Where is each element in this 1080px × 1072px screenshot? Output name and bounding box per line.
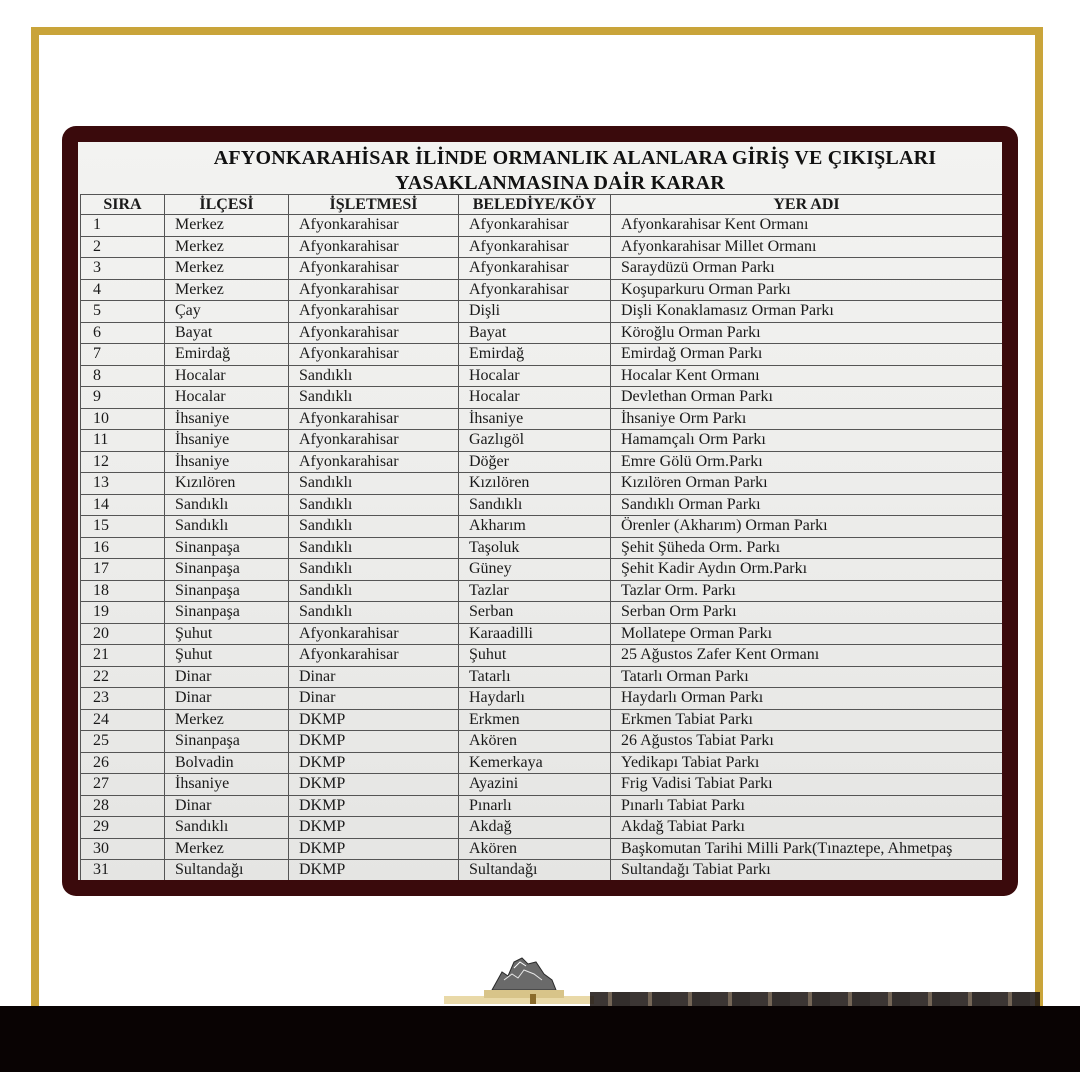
table-row <box>81 645 1003 667</box>
cell-isletmesi: Afyonkarahisar <box>289 236 459 258</box>
cell-yer-adi: Haydarlı Orman Parkı <box>611 688 1003 710</box>
cell-isletmesi: Sandıklı <box>289 559 459 581</box>
cell-yer-adi: Tatarlı Orman Parkı <box>611 666 1003 688</box>
cell-isletmesi: DKMP <box>289 838 459 860</box>
header-sira: SIRA <box>81 195 165 215</box>
cell-belediye-koy: Akharım <box>459 516 611 538</box>
cell-sira: 31 <box>81 860 165 881</box>
table-row <box>81 279 1003 301</box>
cell-sira: 4 <box>81 279 165 301</box>
cell-sira: 3 <box>81 258 165 280</box>
table-row <box>81 473 1003 495</box>
cell-belediye-koy: Taşoluk <box>459 537 611 559</box>
cell-sira: 19 <box>81 602 165 624</box>
cell-belediye-koy: Hocalar <box>459 387 611 409</box>
table-row <box>81 795 1003 817</box>
bottom-black-strip <box>0 1006 1080 1072</box>
cell-sira: 26 <box>81 752 165 774</box>
cell-ilcesi: Şuhut <box>165 645 289 667</box>
cell-isletmesi: Afyonkarahisar <box>289 322 459 344</box>
cell-yer-adi: Emre Gölü Orm.Parkı <box>611 451 1003 473</box>
cell-sira: 25 <box>81 731 165 753</box>
cell-belediye-koy: Karaadilli <box>459 623 611 645</box>
cell-ilcesi: Hocalar <box>165 387 289 409</box>
cell-belediye-koy: Ayazini <box>459 774 611 796</box>
table-row <box>81 322 1003 344</box>
cell-sira: 10 <box>81 408 165 430</box>
cell-sira: 21 <box>81 645 165 667</box>
cell-ilcesi: Sinanpaşa <box>165 731 289 753</box>
table-row <box>81 731 1003 753</box>
cell-belediye-koy: Akören <box>459 838 611 860</box>
document-paper <box>78 142 1002 880</box>
cell-sira: 20 <box>81 623 165 645</box>
cell-isletmesi: Afyonkarahisar <box>289 279 459 301</box>
cell-ilcesi: Bolvadin <box>165 752 289 774</box>
header-ilcesi: İLÇESİ <box>165 195 289 215</box>
cell-yer-adi: Saraydüzü Orman Parkı <box>611 258 1003 280</box>
cell-belediye-koy: Döğer <box>459 451 611 473</box>
cell-ilcesi: Hocalar <box>165 365 289 387</box>
cell-isletmesi: DKMP <box>289 817 459 839</box>
cell-isletmesi: Afyonkarahisar <box>289 623 459 645</box>
document-title-line-2: YASAKLANMASINA DAİR KARAR <box>395 172 725 194</box>
cell-ilcesi: Sinanpaşa <box>165 580 289 602</box>
table-row <box>81 387 1003 409</box>
table-row <box>81 623 1003 645</box>
cell-yer-adi: Frig Vadisi Tabiat Parkı <box>611 774 1003 796</box>
cell-ilcesi: İhsaniye <box>165 451 289 473</box>
document-title <box>78 142 1002 196</box>
cell-isletmesi: DKMP <box>289 752 459 774</box>
table-row <box>81 602 1003 624</box>
cell-ilcesi: İhsaniye <box>165 430 289 452</box>
cell-isletmesi: Sandıklı <box>289 580 459 602</box>
cell-belediye-koy: Sandıklı <box>459 494 611 516</box>
cell-ilcesi: Merkez <box>165 279 289 301</box>
cell-sira: 23 <box>81 688 165 710</box>
cell-sira: 15 <box>81 516 165 538</box>
cell-ilcesi: Çay <box>165 301 289 323</box>
document-photo <box>62 126 1018 896</box>
cell-belediye-koy: Serban <box>459 602 611 624</box>
cell-ilcesi: Sinanpaşa <box>165 537 289 559</box>
table-row <box>81 559 1003 581</box>
header-yer-adi: YER ADI <box>611 195 1003 215</box>
cell-isletmesi: Afyonkarahisar <box>289 301 459 323</box>
cell-ilcesi: Merkez <box>165 709 289 731</box>
cell-belediye-koy: Hocalar <box>459 365 611 387</box>
cell-ilcesi: Dinar <box>165 666 289 688</box>
cell-isletmesi: DKMP <box>289 731 459 753</box>
table-row <box>81 258 1003 280</box>
cell-ilcesi: Bayat <box>165 322 289 344</box>
cell-belediye-koy: Emirdağ <box>459 344 611 366</box>
cell-yer-adi: Kızılören Orman Parkı <box>611 473 1003 495</box>
cell-isletmesi: DKMP <box>289 774 459 796</box>
cell-yer-adi: Koşuparkuru Orman Parkı <box>611 279 1003 301</box>
cell-isletmesi: DKMP <box>289 860 459 881</box>
cell-yer-adi: Tazlar Orm. Parkı <box>611 580 1003 602</box>
cell-isletmesi: Afyonkarahisar <box>289 215 459 237</box>
cell-yer-adi: Erkmen Tabiat Parkı <box>611 709 1003 731</box>
cell-ilcesi: Merkez <box>165 258 289 280</box>
table-row <box>81 516 1003 538</box>
cell-yer-adi: Sultandağı Tabiat Parkı <box>611 860 1003 881</box>
cell-isletmesi: Afyonkarahisar <box>289 408 459 430</box>
table-row <box>81 236 1003 258</box>
table-row <box>81 666 1003 688</box>
cell-sira: 22 <box>81 666 165 688</box>
cell-isletmesi: Afyonkarahisar <box>289 430 459 452</box>
cell-sira: 12 <box>81 451 165 473</box>
cell-isletmesi: DKMP <box>289 795 459 817</box>
cell-sira: 7 <box>81 344 165 366</box>
cell-yer-adi: İhsaniye Orm Parkı <box>611 408 1003 430</box>
cell-isletmesi: Afyonkarahisar <box>289 258 459 280</box>
cell-sira: 13 <box>81 473 165 495</box>
header-isletmesi: İŞLETMESİ <box>289 195 459 215</box>
cell-belediye-koy: Pınarlı <box>459 795 611 817</box>
cell-isletmesi: Dinar <box>289 688 459 710</box>
table-row <box>81 580 1003 602</box>
cell-ilcesi: Emirdağ <box>165 344 289 366</box>
cell-ilcesi: Dinar <box>165 688 289 710</box>
cell-belediye-koy: İhsaniye <box>459 408 611 430</box>
cell-yer-adi: Başkomutan Tarihi Milli Park(Tınaztepe, Ahmetpaş <box>611 838 1003 860</box>
cell-belediye-koy: Şuhut <box>459 645 611 667</box>
table-row <box>81 301 1003 323</box>
cell-belediye-koy: Afyonkarahisar <box>459 215 611 237</box>
table-row <box>81 688 1003 710</box>
cell-belediye-koy: Güney <box>459 559 611 581</box>
cell-isletmesi: Sandıklı <box>289 602 459 624</box>
cell-yer-adi: 26 Ağustos Tabiat Parkı <box>611 731 1003 753</box>
table-row <box>81 451 1003 473</box>
cell-ilcesi: Sultandağı <box>165 860 289 881</box>
cell-isletmesi: Sandıklı <box>289 537 459 559</box>
cell-yer-adi: Köroğlu Orman Parkı <box>611 322 1003 344</box>
cell-ilcesi: Merkez <box>165 838 289 860</box>
cell-belediye-koy: Erkmen <box>459 709 611 731</box>
cell-sira: 11 <box>81 430 165 452</box>
cell-yer-adi: Yedikapı Tabiat Parkı <box>611 752 1003 774</box>
cell-ilcesi: Merkez <box>165 215 289 237</box>
cell-isletmesi: Sandıklı <box>289 473 459 495</box>
cell-yer-adi: Pınarlı Tabiat Parkı <box>611 795 1003 817</box>
cell-yer-adi: Devlethan Orman Parkı <box>611 387 1003 409</box>
cell-belediye-koy: Dişli <box>459 301 611 323</box>
table-row <box>81 430 1003 452</box>
logo-wordmark-band <box>590 992 1040 1006</box>
cell-sira: 16 <box>81 537 165 559</box>
cell-sira: 14 <box>81 494 165 516</box>
table-row <box>81 838 1003 860</box>
table-header-row <box>81 195 1003 215</box>
cell-belediye-koy: Akören <box>459 731 611 753</box>
cell-belediye-koy: Kemerkaya <box>459 752 611 774</box>
cell-yer-adi: Şehit Şüheda Orm. Parkı <box>611 537 1003 559</box>
cell-isletmesi: Sandıklı <box>289 494 459 516</box>
cell-isletmesi: Afyonkarahisar <box>289 451 459 473</box>
cell-sira: 1 <box>81 215 165 237</box>
cell-ilcesi: İhsaniye <box>165 408 289 430</box>
cell-isletmesi: Afyonkarahisar <box>289 645 459 667</box>
cell-ilcesi: Merkez <box>165 236 289 258</box>
cell-belediye-koy: Gazlıgöl <box>459 430 611 452</box>
cell-yer-adi: Örenler (Akharım) Orman Parkı <box>611 516 1003 538</box>
cell-ilcesi: Sinanpaşa <box>165 559 289 581</box>
cell-isletmesi: Sandıklı <box>289 516 459 538</box>
cell-belediye-koy: Akdağ <box>459 817 611 839</box>
cell-yer-adi: Serban Orm Parkı <box>611 602 1003 624</box>
cell-ilcesi: İhsaniye <box>165 774 289 796</box>
cell-isletmesi: Sandıklı <box>289 387 459 409</box>
cell-isletmesi: Afyonkarahisar <box>289 344 459 366</box>
cell-yer-adi: Dişli Konaklamasız Orman Parkı <box>611 301 1003 323</box>
cell-sira: 24 <box>81 709 165 731</box>
cell-ilcesi: Kızılören <box>165 473 289 495</box>
cell-yer-adi: Akdağ Tabiat Parkı <box>611 817 1003 839</box>
cell-yer-adi: Mollatepe Orman Parkı <box>611 623 1003 645</box>
cell-yer-adi: Hamamçalı Orm Parkı <box>611 430 1003 452</box>
table-row <box>81 537 1003 559</box>
cell-belediye-koy: Tatarlı <box>459 666 611 688</box>
cell-belediye-koy: Afyonkarahisar <box>459 236 611 258</box>
table-row <box>81 774 1003 796</box>
cell-ilcesi: Sandıklı <box>165 494 289 516</box>
cell-belediye-koy: Afyonkarahisar <box>459 279 611 301</box>
cell-sira: 17 <box>81 559 165 581</box>
cell-sira: 18 <box>81 580 165 602</box>
cell-belediye-koy: Bayat <box>459 322 611 344</box>
cell-isletmesi: Dinar <box>289 666 459 688</box>
table-row <box>81 408 1003 430</box>
table-row <box>81 365 1003 387</box>
cell-ilcesi: Şuhut <box>165 623 289 645</box>
table-body <box>81 215 1003 881</box>
cell-sira: 29 <box>81 817 165 839</box>
cell-ilcesi: Sinanpaşa <box>165 602 289 624</box>
cell-sira: 27 <box>81 774 165 796</box>
cell-yer-adi: Emirdağ Orman Parkı <box>611 344 1003 366</box>
cell-yer-adi: Şehit Kadir Aydın Orm.Parkı <box>611 559 1003 581</box>
cell-sira: 9 <box>81 387 165 409</box>
cell-ilcesi: Dinar <box>165 795 289 817</box>
document-title-line-1: AFYONKARAHİSAR İLİNDE ORMANLIK ALANLARA GİRİŞ VE ÇIKIŞLARI <box>213 147 937 169</box>
cell-belediye-koy: Kızılören <box>459 473 611 495</box>
cell-yer-adi: Afyonkarahisar Millet Ormanı <box>611 236 1003 258</box>
table-row <box>81 860 1003 881</box>
cell-belediye-koy: Afyonkarahisar <box>459 258 611 280</box>
castle-rock-logo-icon <box>444 950 594 1010</box>
cell-belediye-koy: Haydarlı <box>459 688 611 710</box>
forest-areas-table <box>80 194 1002 880</box>
cell-belediye-koy: Tazlar <box>459 580 611 602</box>
cell-ilcesi: Sandıklı <box>165 516 289 538</box>
cell-sira: 6 <box>81 322 165 344</box>
cell-ilcesi: Sandıklı <box>165 817 289 839</box>
table-row <box>81 752 1003 774</box>
cell-sira: 8 <box>81 365 165 387</box>
cell-belediye-koy: Sultandağı <box>459 860 611 881</box>
cell-sira: 28 <box>81 795 165 817</box>
cell-sira: 5 <box>81 301 165 323</box>
cell-yer-adi: Sandıklı Orman Parkı <box>611 494 1003 516</box>
cell-isletmesi: Sandıklı <box>289 365 459 387</box>
cell-yer-adi: 25 Ağustos Zafer Kent Ormanı <box>611 645 1003 667</box>
cell-isletmesi: DKMP <box>289 709 459 731</box>
table-row <box>81 494 1003 516</box>
table-row <box>81 215 1003 237</box>
header-belediye-koy: BELEDİYE/KÖY <box>459 195 611 215</box>
cell-sira: 2 <box>81 236 165 258</box>
table-row <box>81 709 1003 731</box>
table-row <box>81 817 1003 839</box>
table-row <box>81 344 1003 366</box>
cell-sira: 30 <box>81 838 165 860</box>
cell-yer-adi: Hocalar Kent Ormanı <box>611 365 1003 387</box>
cell-yer-adi: Afyonkarahisar Kent Ormanı <box>611 215 1003 237</box>
